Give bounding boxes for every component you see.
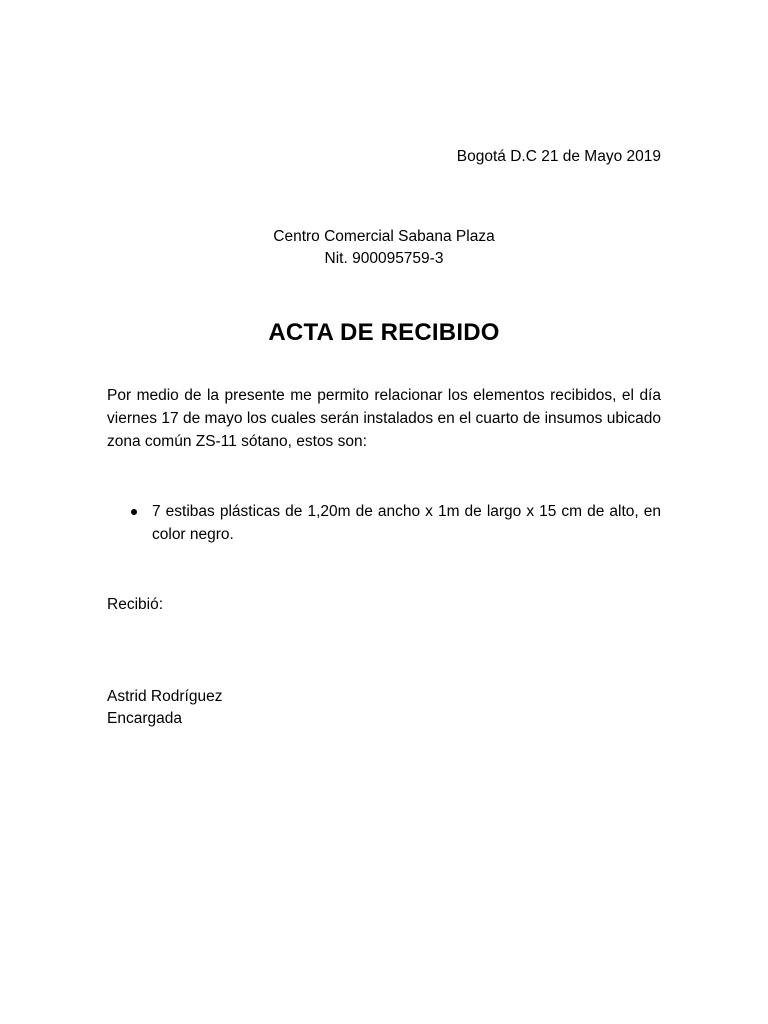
list-item-text: 7 estibas plásticas de 1,20m de ancho x 1m de largo x 15 cm de alto, en color negro. <box>152 503 661 543</box>
body-paragraph: Por medio de la presente me permito relacionar los elementos recibidos, el día viernes 17 de mayo los cuales serán instalados en el cuarto de insumos ubicado zona común ZS-11 sótano, estos son: <box>107 387 661 450</box>
items-list <box>107 500 661 546</box>
signature-block <box>107 686 222 730</box>
recipient-name: Centro Comercial Sabana Plaza <box>273 228 495 245</box>
bullet-icon <box>131 509 137 515</box>
date-line: Bogotá D.C 21 de Mayo 2019 <box>456 148 661 165</box>
signature-role: Encargada <box>107 710 182 727</box>
list-item <box>107 500 661 546</box>
document-title: ACTA DE RECIBIDO <box>268 319 500 346</box>
received-label: Recibió: <box>107 596 163 613</box>
recipient-block <box>0 226 768 270</box>
signature-name: Astrid Rodríguez <box>107 688 223 705</box>
recipient-nit: Nit. 900095759-3 <box>324 250 444 267</box>
